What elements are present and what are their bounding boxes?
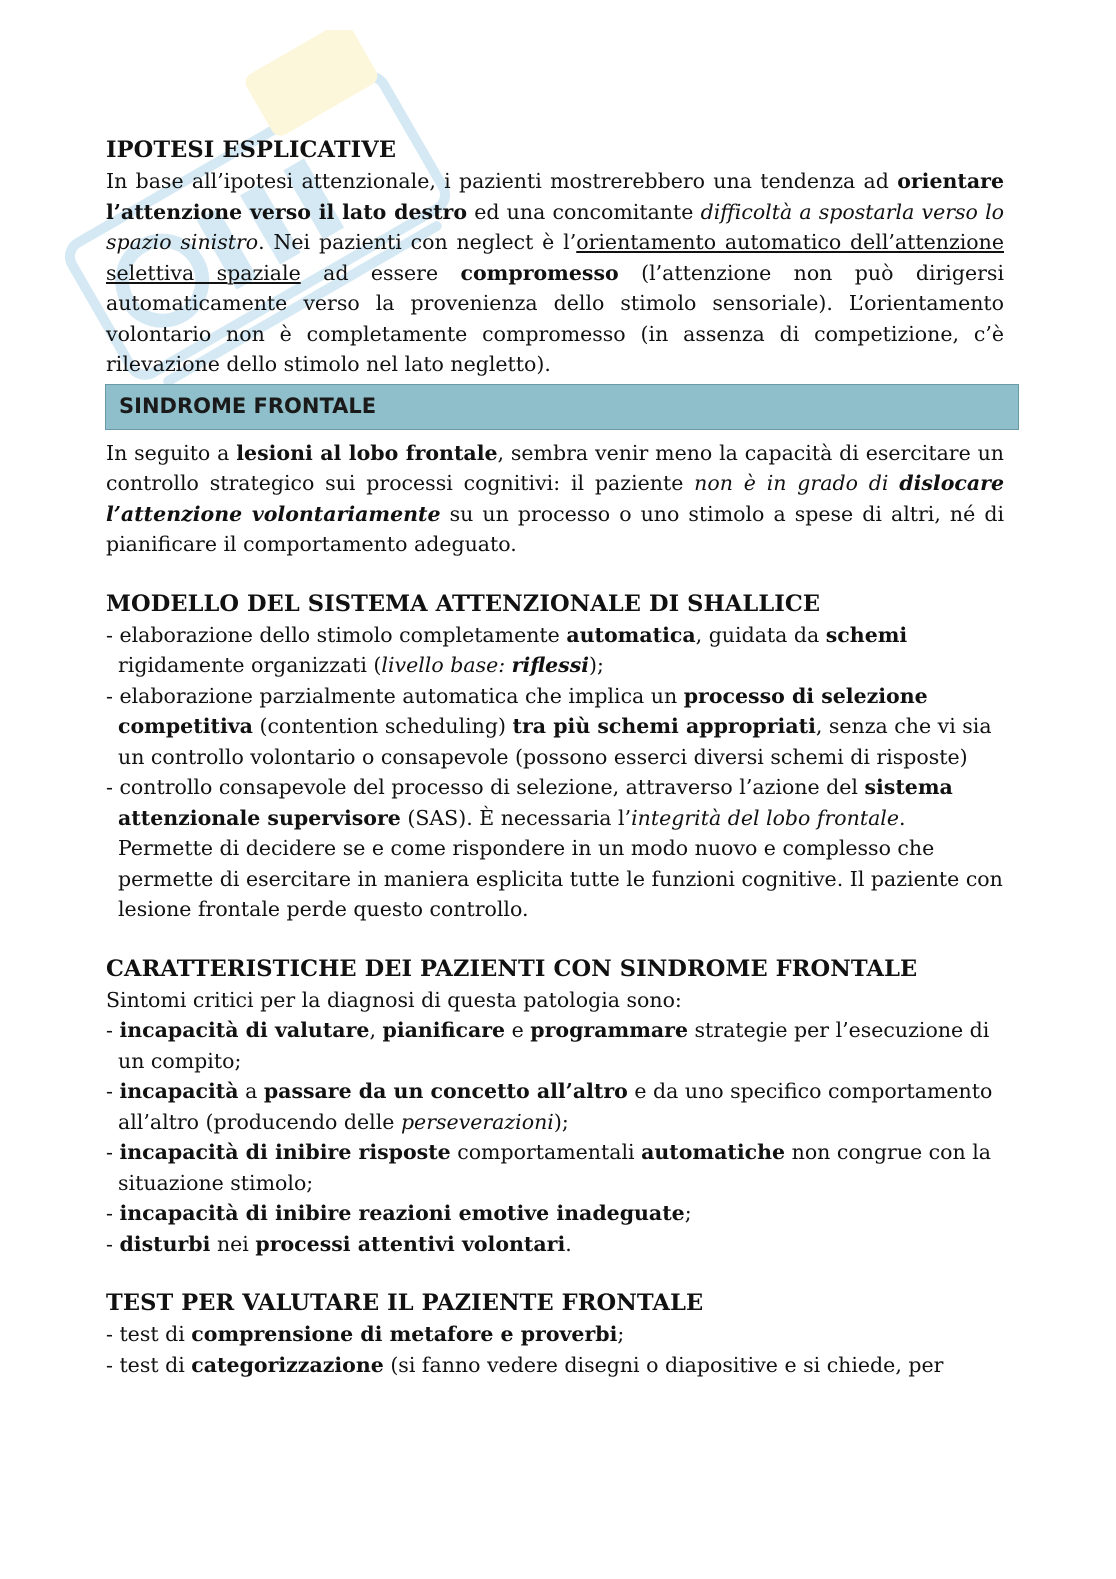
section-title-test: TEST PER VALUTARE IL PAZIENTE FRONTALE bbox=[106, 1290, 704, 1316]
list-item: - incapacità a passare da un concetto all’altro e da uno specifico comportamento all’altro (producendo delle perseverazioni); bbox=[106, 1079, 993, 1134]
list-item: - disturbi nei processi attentivi volontari. bbox=[106, 1231, 572, 1256]
list-item: - elaborazione parzialmente automatica che implica un processo di selezione competitiva (contention scheduling) tra più schemi appropriati, senza che vi sia un controllo volontario o consapevole (possono esserci diversi schemi di risposte) bbox=[106, 683, 992, 769]
section-banner-sindrome-frontale bbox=[105, 384, 1019, 430]
list-item: - test di categorizzazione (si fanno vedere disegni o diapositive e si chiede, per bbox=[106, 1352, 944, 1377]
section-title-modello: MODELLO DEL SISTEMA ATTENZIONALE DI SHALLICE bbox=[106, 590, 821, 617]
list-item: - controllo consapevole del processo di selezione, attraverso l’azione del sistema attenzionale supervisore (SAS). È necessaria l’integrità del lobo frontale. Permette di decidere se e come rispondere in un modo nuovo e complesso che permette di esercitare in maniera esplicita tutte le funzioni cognitive. Il paziente con lesione frontale perde questo controllo. bbox=[106, 775, 1003, 921]
banner-title: SINDROME FRONTALE bbox=[119, 394, 377, 419]
list-item: - incapacità di inibire reazioni emotive inadeguate; bbox=[106, 1201, 692, 1225]
section-title-ipotesi: IPOTESI ESPLICATIVE bbox=[106, 137, 397, 163]
section-title-caratteristiche: CARATTERISTICHE DEI PAZIENTI CON SINDROME FRONTALE bbox=[106, 955, 918, 982]
list-item: - test di comprensione di metafore e proverbi; bbox=[106, 1322, 625, 1346]
paragraph-ipotesi: In base all’ipotesi attenzionale, i pazienti mostrerebbero una tendenza ad orientare l’attenzione verso il lato destro ed una concomitante difficoltà a spostarla verso lo spazio sinistro. Nei pazienti con neglect è l’orientamento automatico dell’attenzione selettiva spaziale ad essere compromesso (l’attenzione non può dirigersi automaticamente verso la provenienza dello stimolo sensoriale). L’orientamento volontario non è completamente compromesso (in assenza di competizione, c’è rilevazione dello stimolo nel lato negletto). bbox=[106, 169, 1004, 376]
list-item: - elaborazione dello stimolo completamente automatica, guidata da schemi rigidamente organizzati (livello base: riflessi); bbox=[106, 622, 908, 677]
list-item: - incapacità di valutare, pianificare e programmare strategie per l’esecuzione di un compito; bbox=[106, 1018, 990, 1073]
document-body bbox=[106, 134, 1004, 1380]
paragraph-intro: Sintomi critici per la diagnosi di questa patologia sono: bbox=[106, 987, 682, 1012]
paragraph-sindrome: In seguito a lesioni al lobo frontale, sembra venir meno la capacità di esercitare un controllo strategico sui processi cognitivi: il paziente non è in grado di dislocare l’attenzione volontariamente su un processo o uno stimolo a spese di altri, né di pianificare il comportamento adeguato. bbox=[106, 440, 1004, 556]
list-item: - incapacità di inibire risposte comportamentali automatiche non congrue con la situazione stimolo; bbox=[106, 1140, 991, 1195]
